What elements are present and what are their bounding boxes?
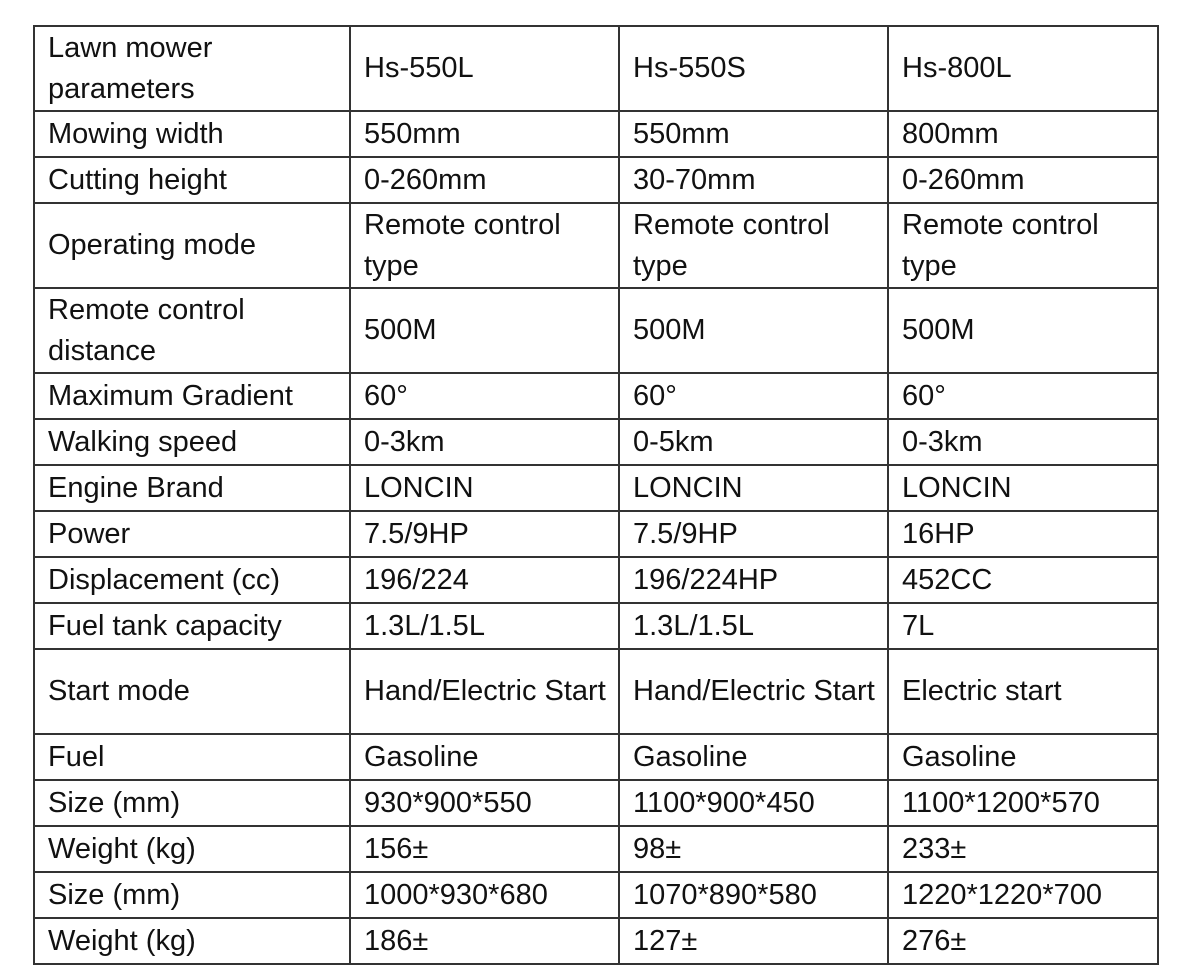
table-row: [34, 780, 1158, 826]
row-value: 550mm: [350, 111, 619, 157]
row-label: Size (mm): [34, 780, 350, 826]
row-value: 7.5/9HP: [350, 511, 619, 557]
header-cell-hs-550l: Hs-550L: [350, 26, 619, 111]
table-row: [34, 872, 1158, 918]
row-value: 186±: [350, 918, 619, 964]
row-value: Remote control type: [350, 203, 619, 288]
header-cell-parameters: Lawn mower parameters: [34, 26, 350, 111]
table-header-row: [34, 26, 1158, 111]
row-value: 30-70mm: [619, 157, 888, 203]
row-value: 1070*890*580: [619, 872, 888, 918]
row-label: Weight (kg): [34, 918, 350, 964]
row-value: 98±: [619, 826, 888, 872]
row-value: 276±: [888, 918, 1158, 964]
row-value: 1.3L/1.5L: [350, 603, 619, 649]
row-label: Operating mode: [34, 203, 350, 288]
row-value: Remote control type: [888, 203, 1158, 288]
row-label: Walking speed: [34, 419, 350, 465]
table-row: [34, 557, 1158, 603]
row-value: 500M: [888, 288, 1158, 373]
row-label: Displacement (cc): [34, 557, 350, 603]
header-cell-hs-550s: Hs-550S: [619, 26, 888, 111]
table-row: [34, 465, 1158, 511]
row-value: LONCIN: [888, 465, 1158, 511]
row-value: 233±: [888, 826, 1158, 872]
table-row: [34, 649, 1158, 734]
row-value: 930*900*550: [350, 780, 619, 826]
row-label: Start mode: [34, 649, 350, 734]
row-value: 60°: [350, 373, 619, 419]
row-label: Size (mm): [34, 872, 350, 918]
lawn-mower-spec-table: [33, 25, 1159, 965]
table-row: [34, 734, 1158, 780]
row-label: Engine Brand: [34, 465, 350, 511]
header-cell-hs-800l: Hs-800L: [888, 26, 1158, 111]
row-label: Power: [34, 511, 350, 557]
row-value: 60°: [888, 373, 1158, 419]
table-row: [34, 203, 1158, 288]
row-value: Hand/Electric Start: [350, 649, 619, 734]
row-value: 452CC: [888, 557, 1158, 603]
table-row: [34, 111, 1158, 157]
table-row: [34, 511, 1158, 557]
row-label: Cutting height: [34, 157, 350, 203]
row-value: 7.5/9HP: [619, 511, 888, 557]
row-value: Electric start: [888, 649, 1158, 734]
row-value: 0-3km: [350, 419, 619, 465]
row-value: 0-3km: [888, 419, 1158, 465]
row-value: 0-5km: [619, 419, 888, 465]
row-value: 800mm: [888, 111, 1158, 157]
table-row: [34, 419, 1158, 465]
row-value: 1100*900*450: [619, 780, 888, 826]
row-value: Gasoline: [350, 734, 619, 780]
row-label: Remote control distance: [34, 288, 350, 373]
table-row: [34, 918, 1158, 964]
table-row: [34, 603, 1158, 649]
table-row: [34, 157, 1158, 203]
row-value: Remote control type: [619, 203, 888, 288]
row-value: 550mm: [619, 111, 888, 157]
row-value: 16HP: [888, 511, 1158, 557]
row-value: Hand/Electric Start: [619, 649, 888, 734]
row-value: 500M: [350, 288, 619, 373]
row-value: 0-260mm: [888, 157, 1158, 203]
row-value: 1.3L/1.5L: [619, 603, 888, 649]
row-label: Fuel tank capacity: [34, 603, 350, 649]
row-value: 196/224HP: [619, 557, 888, 603]
row-label: Maximum Gradient: [34, 373, 350, 419]
row-value: 7L: [888, 603, 1158, 649]
row-value: 500M: [619, 288, 888, 373]
row-value: LONCIN: [619, 465, 888, 511]
row-value: Gasoline: [888, 734, 1158, 780]
row-value: LONCIN: [350, 465, 619, 511]
row-label: Mowing width: [34, 111, 350, 157]
row-value: 1000*930*680: [350, 872, 619, 918]
row-label: Fuel: [34, 734, 350, 780]
row-value: 196/224: [350, 557, 619, 603]
row-label: Weight (kg): [34, 826, 350, 872]
table-row: [34, 826, 1158, 872]
row-value: 156±: [350, 826, 619, 872]
table-row: [34, 288, 1158, 373]
row-value: 60°: [619, 373, 888, 419]
row-value: 0-260mm: [350, 157, 619, 203]
table-row: [34, 373, 1158, 419]
row-value: 127±: [619, 918, 888, 964]
row-value: Gasoline: [619, 734, 888, 780]
row-value: 1220*1220*700: [888, 872, 1158, 918]
row-value: 1100*1200*570: [888, 780, 1158, 826]
